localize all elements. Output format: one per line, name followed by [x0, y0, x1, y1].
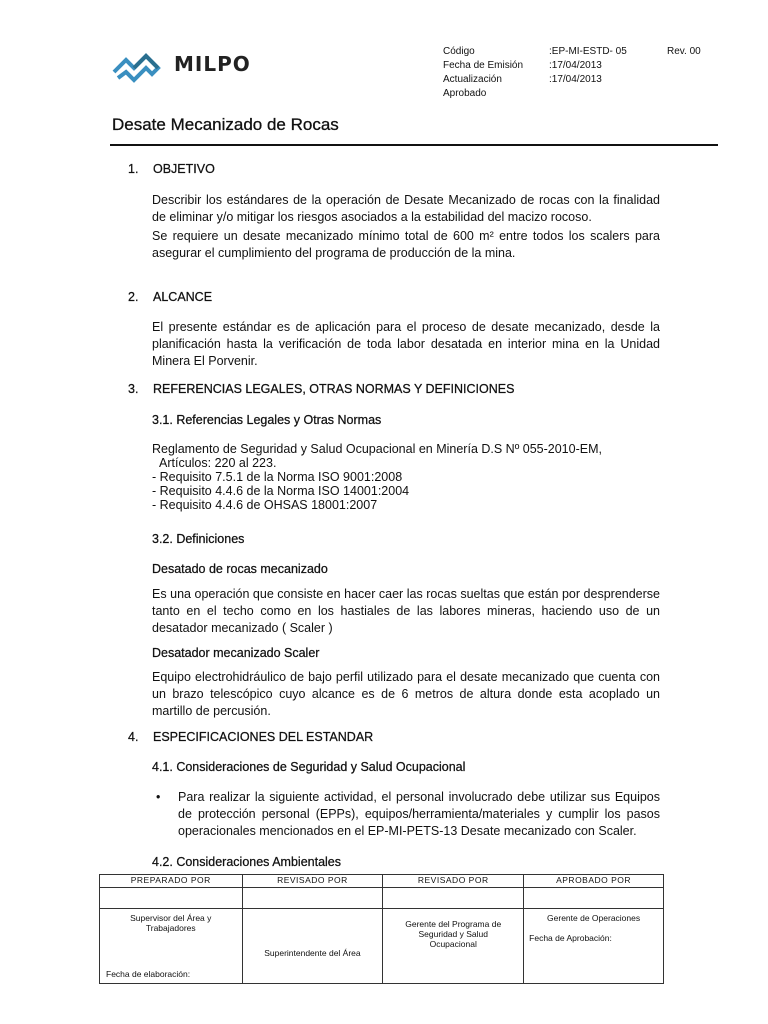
subsection-3-1-title: 3.1. Referencias Legales y Otras Normas [152, 413, 382, 427]
document-meta [443, 45, 701, 101]
section-4-number: 4. [128, 730, 139, 744]
header-revisado-1: REVISADO POR [242, 875, 383, 888]
section-2-number: 2. [128, 290, 139, 304]
codigo-label: Código [443, 46, 475, 57]
definition-2-text: Equipo electrohidráulico de bajo perfil utilizado para el desate mecanizado que cuenta con un brazo telescópico cuyo alcance es de 6 metros de altura donde esta acoplado un martillo de percusión. [152, 670, 660, 718]
section-1-number: 1. [128, 162, 139, 176]
section-2-heading [128, 290, 212, 304]
definition-1-term: Desatado de rocas mecanizado [152, 562, 328, 576]
alcance-paragraph: El presente estándar es de aplicación para el proceso de desate mecanizado, desde la planificación hasta la verificación de toda labor desatada en interior mina en la Unidad Minera El Porvenir. [152, 320, 660, 368]
section-2-title: ALCANCE [153, 290, 213, 304]
signature-cell-revisado-2 [383, 888, 524, 909]
revisado-2-name: Gerente del Programa de Seguridad y Salud Ocupacional [405, 919, 502, 949]
aprobado-cell [524, 909, 664, 984]
title-divider [110, 144, 718, 146]
objetivo-paragraph-2: Se requiere un desate mecanizado mínimo total de 600 m² entre todos los scalers para asegurar el cumplimiento del programa de producción de la mina. [152, 229, 660, 260]
company-logo [112, 46, 272, 86]
subsection-4-2-title: 4.2. Consideraciones Ambientales [152, 855, 342, 869]
reference-iso-9001: - Requisito 7.5.1 de la Norma ISO 9001:2008 [152, 470, 403, 484]
page-title: Desate Mecanizado de Rocas [112, 115, 339, 134]
signature-cell-preparado [100, 888, 243, 909]
section-3-number: 3. [128, 382, 139, 396]
header-preparado: PREPARADO POR [100, 875, 243, 888]
signature-blank-row [100, 888, 664, 909]
signature-names-row [100, 909, 664, 984]
header-aprobado: APROBADO POR [524, 875, 664, 888]
section-4-title: ESPECIFICACIONES DEL ESTANDAR [153, 730, 374, 744]
subsection-3-2-title: 3.2. Definiciones [152, 532, 245, 546]
milpo-logo-icon [112, 46, 172, 86]
revisado-1-cell [242, 909, 383, 984]
section-3-title: REFERENCIAS LEGALES, OTRAS NORMAS Y DEFINICIONES [153, 382, 515, 396]
definition-1-text: Es una operación que consiste en hacer caer las rocas sueltas que están por desprenderse tanto en el techo como en los hastiales de las labores mineras, haciendo uso de un desatador mecanizado ( Scaler ) [152, 587, 660, 635]
section-1-title: OBJETIVO [153, 162, 215, 176]
actualizacion-value: :17/04/2013 [549, 74, 602, 85]
company-name: MILPO [174, 52, 251, 76]
emision-label: Fecha de Emisión [443, 60, 524, 71]
reference-iso-14001: - Requisito 4.4.6 de la Norma ISO 14001:2004 [152, 484, 410, 498]
signature-cell-revisado-1 [242, 888, 383, 909]
reference-ohsas: - Requisito 4.4.6 de OHSAS 18001:2007 [152, 498, 378, 512]
bullet-item-epps: Para realizar la siguiente actividad, el personal involucrado debe utilizar sus Equipos de protección personal (EPPs), equipos/herramienta/materiales y cumplir los pasos operacionales mencionados en el EP-MI-PETS-13 Desate mecanizado con Scaler. [178, 790, 660, 838]
subsection-4-1-title: 4.1. Consideraciones de Seguridad y Salud Ocupacional [152, 760, 466, 774]
section-4-heading [128, 730, 373, 744]
preparado-cell [100, 909, 243, 984]
reference-reglamento: Reglamento de Seguridad y Salud Ocupacional en Minería D.S Nº 055-2010-EM, [152, 442, 602, 456]
signature-table [99, 874, 664, 984]
section-1-heading [128, 162, 215, 176]
signature-header-row [100, 875, 664, 888]
revision: Rev. 00 [667, 46, 701, 57]
header-revisado-2: REVISADO POR [383, 875, 524, 888]
aprobado-name: Gerente de Operaciones [547, 913, 641, 923]
revisado-2-cell [383, 909, 524, 984]
preparado-name: Supervisor del Área y Trabajadores [130, 913, 212, 933]
reference-articulos: Artículos: 220 al 223. [159, 456, 277, 470]
emision-value: :17/04/2013 [549, 60, 602, 71]
signature-cell-aprobado [524, 888, 664, 909]
definition-2-term: Desatador mecanizado Scaler [152, 646, 320, 660]
revisado-1-name: Superintendente del Área [264, 948, 361, 958]
section-3-heading [128, 382, 514, 396]
aprobado-label: Aprobado [443, 88, 487, 99]
references-list [152, 442, 660, 512]
codigo-value: :EP-MI-ESTD- 05 [549, 46, 627, 57]
bullet-icon: • [156, 790, 161, 804]
objetivo-paragraph-1: Describir los estándares de la operación de Desate Mecanizado de rocas con la finalidad de eliminar y/o mitigar los riesgos asociados a la estabilidad del macizo rocoso. [152, 193, 660, 224]
actualizacion-label: Actualización [443, 74, 502, 85]
aprobado-date-label: Fecha de Aprobación: [529, 933, 612, 943]
preparado-date-label: Fecha de elaboración: [106, 969, 191, 979]
